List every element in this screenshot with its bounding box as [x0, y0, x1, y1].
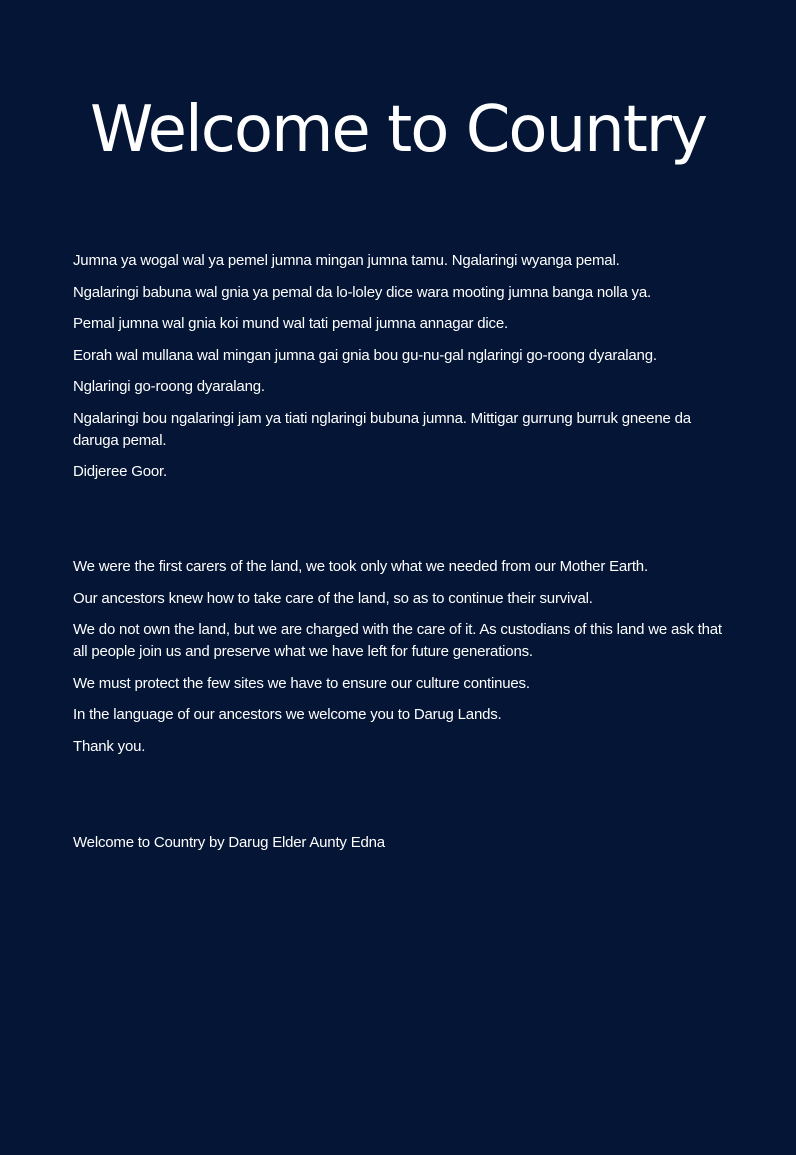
english-paragraph: We were the first carers of the land, we took only what we needed from our Mother Earth.: [73, 558, 648, 575]
darug-paragraph: Ngalaringi bou ngalaringi jam ya tiati nglaringi bubuna jumna. Mittigar gurrung burruk gneene da daruga pemal.: [73, 409, 691, 449]
english-section: [73, 556, 733, 767]
darug-paragraph: Ngalaringi babuna wal gnia ya pemal da lo-loley dice wara mooting jumna banga nolla ya.: [73, 283, 651, 301]
darug-paragraph: Pemal jumna wal gnia koi mund wal tati pemal jumna annagar dice.: [73, 315, 508, 332]
darug-paragraph: Nglaringi go-roong dyaralang.: [73, 378, 265, 395]
english-paragraph: In the language of our ancestors we welcome you to Darug Lands.: [73, 706, 502, 723]
darug-language-section: [73, 250, 733, 493]
darug-paragraph: Didjeree Goor.: [73, 463, 167, 480]
english-paragraph: Thank you.: [73, 737, 146, 755]
darug-paragraph: Jumna ya wogal wal ya pemel jumna mingan jumna tamu. Ngalaringi wyanga pemal.: [73, 252, 620, 269]
page-title: Welcome to Country: [90, 93, 706, 167]
english-paragraph: We do not own the land, but we are charged with the care of it. As custodians of this land we ask that all people join us and preserve what we have left for future generations.: [73, 621, 722, 660]
english-paragraph: Our ancestors knew how to take care of the land, so as to continue their survival.: [73, 589, 593, 607]
credit-line: Welcome to Country by Darug Elder Aunty Edna: [73, 834, 385, 851]
darug-paragraph: Eorah wal mullana wal mingan jumna gai gnia bou gu-nu-gal nglaringi go-roong dyaralang.: [73, 346, 657, 364]
english-paragraph: We must protect the few sites we have to ensure our culture continues.: [73, 674, 530, 692]
